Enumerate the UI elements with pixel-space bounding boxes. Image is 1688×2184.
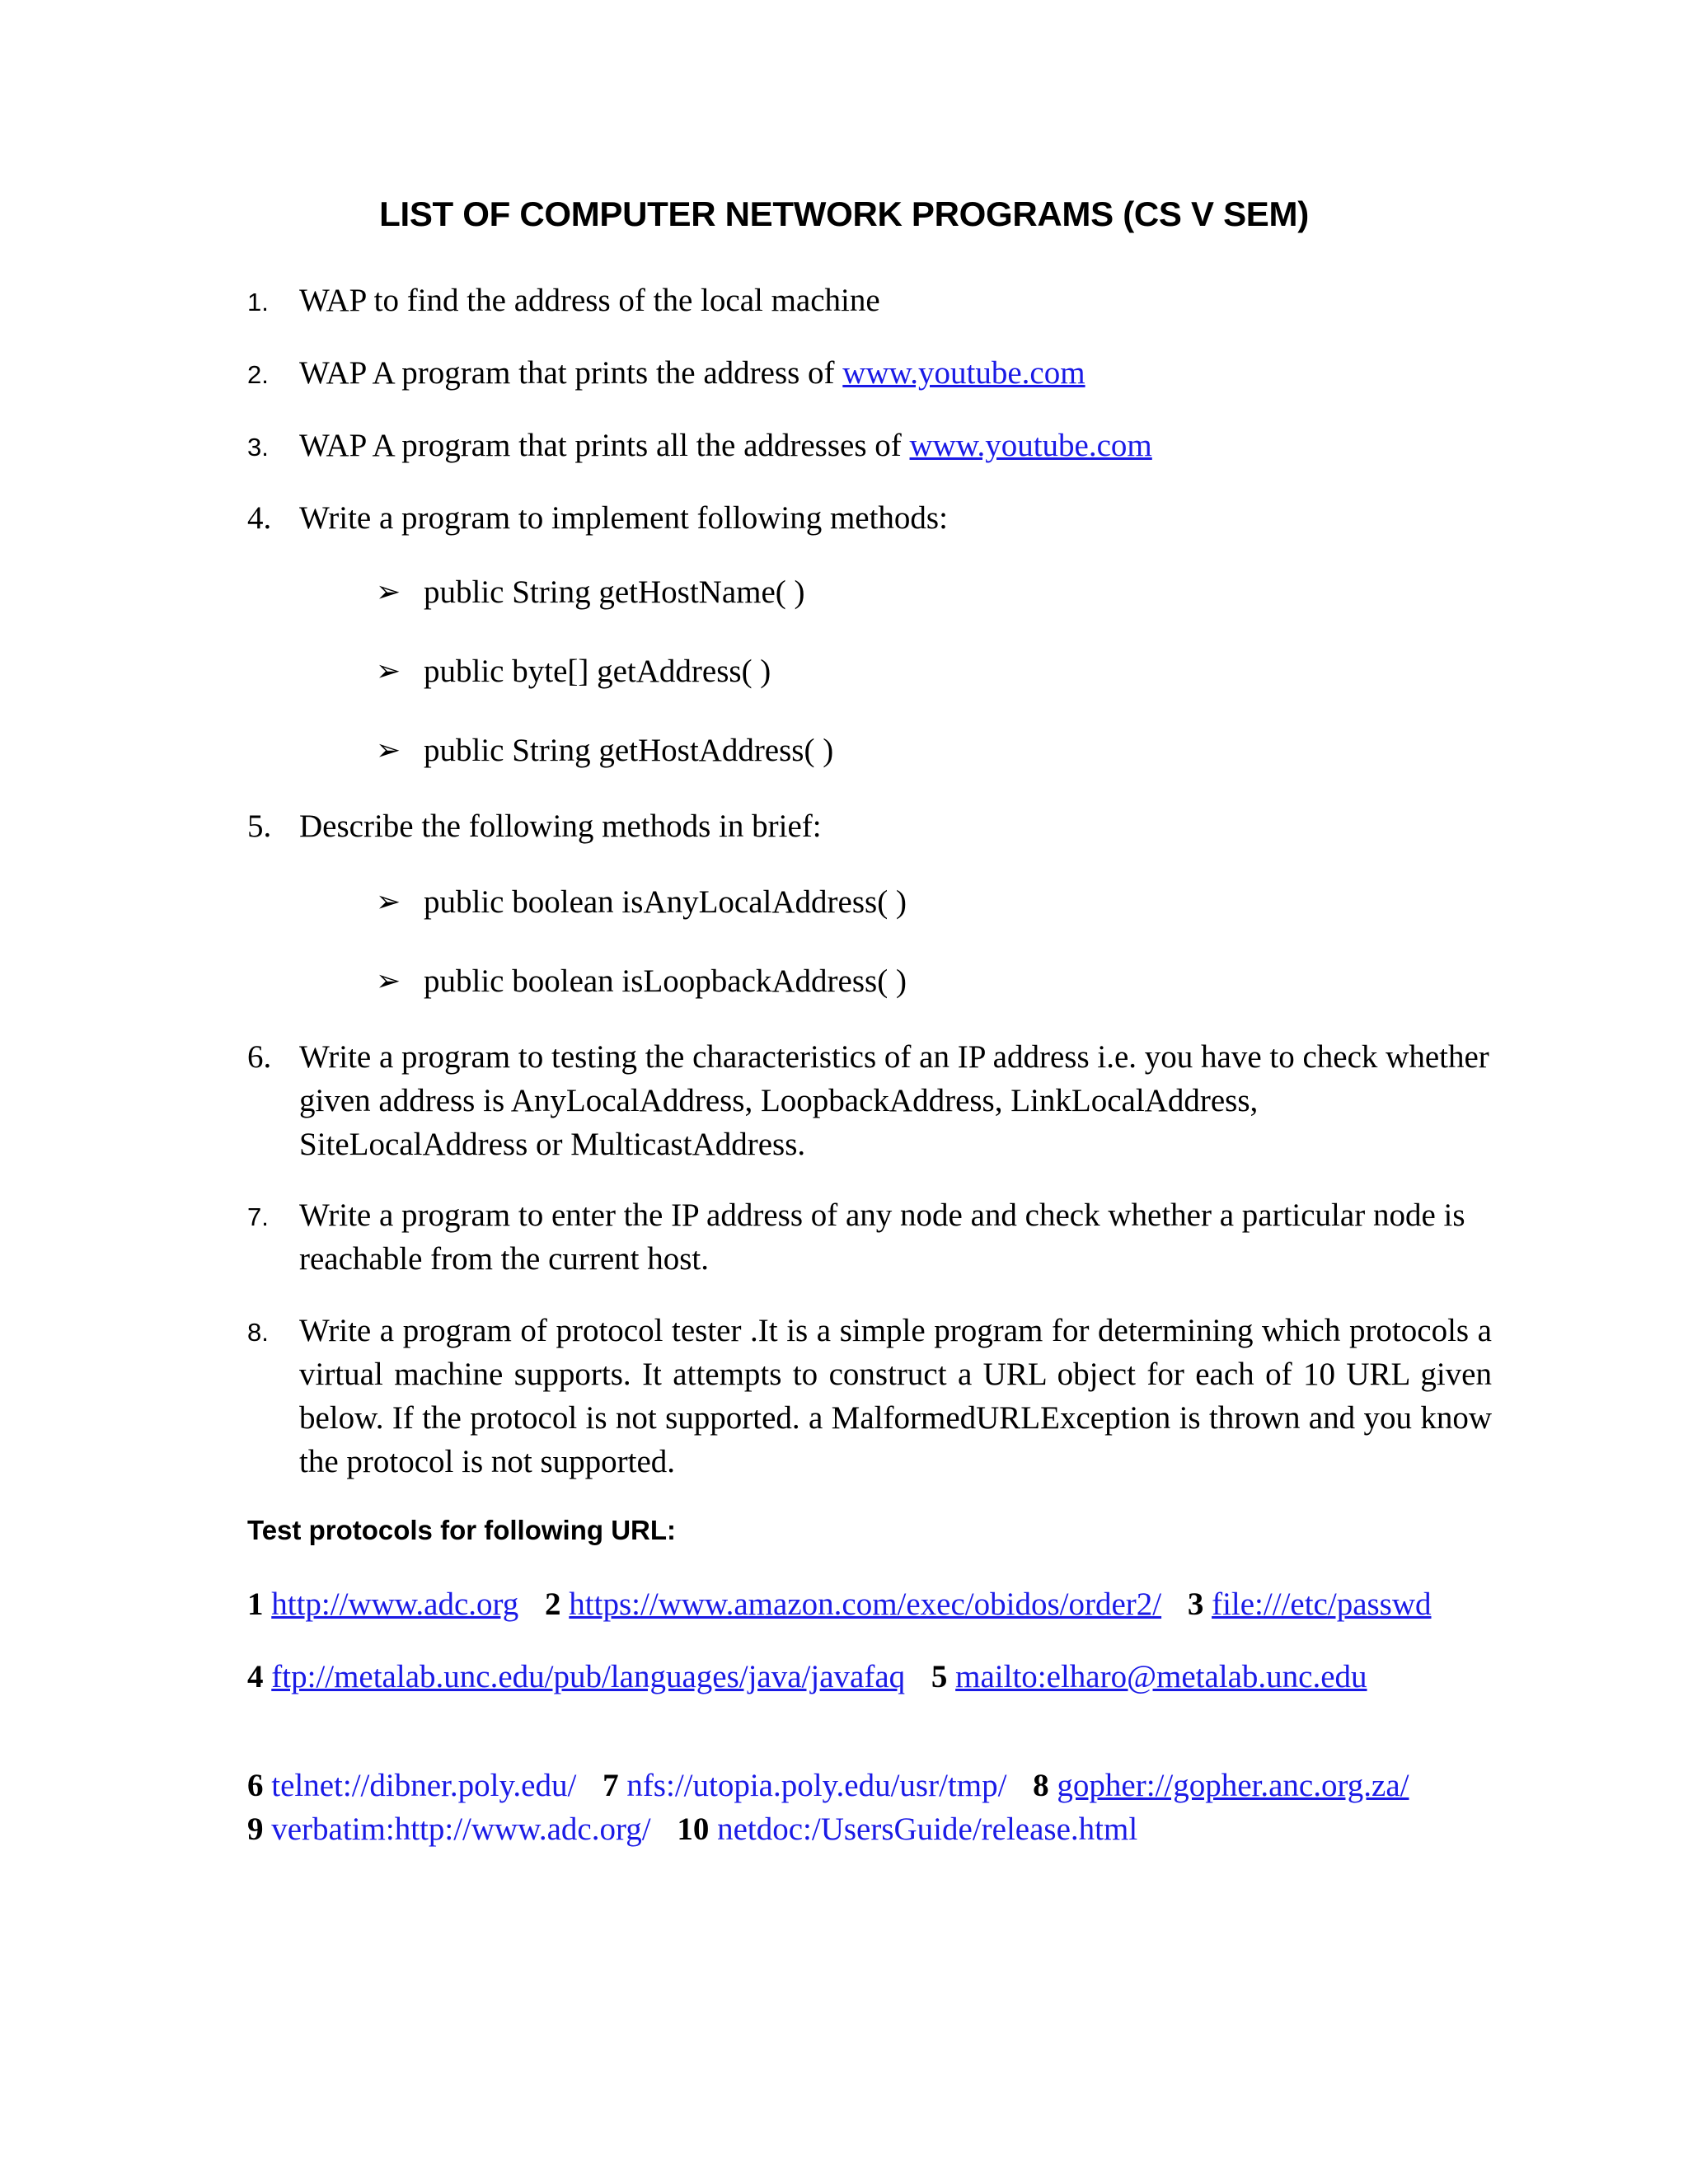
url-number: 4 bbox=[247, 1659, 264, 1694]
url-text: verbatim:http://www.adc.org/ bbox=[271, 1811, 651, 1847]
method-signature: public boolean isLoopbackAddress( ) bbox=[424, 963, 907, 999]
item-number: 6. bbox=[247, 1039, 272, 1075]
url-row bbox=[247, 1582, 1432, 1626]
url-number: 5 bbox=[931, 1659, 948, 1694]
url-link[interactable]: https://www.amazon.com/exec/obidos/order2/ bbox=[569, 1586, 1162, 1622]
url-link[interactable]: ftp://metalab.unc.edu/pub/languages/java/javafaq bbox=[271, 1659, 906, 1694]
item-text: Write a program to testing the characteristics of an IP address i.e. you have to check whether given address is AnyLocalAddress, LoopbackAddress, LinkLocalAddress, SiteLocalAddress or MulticastAddress. bbox=[299, 1039, 1489, 1162]
url-number: 9 bbox=[247, 1811, 264, 1847]
youtube-link[interactable]: www.youtube.com bbox=[909, 428, 1152, 463]
url-row bbox=[247, 1764, 1409, 1807]
url-number: 3 bbox=[1187, 1586, 1204, 1622]
item-text: Describe the following methods in brief: bbox=[299, 808, 822, 844]
item-text: Write a program to implement following methods: bbox=[299, 500, 948, 536]
url-number: 10 bbox=[677, 1811, 710, 1847]
url-number: 7 bbox=[603, 1768, 619, 1803]
arrow-bullet-icon: ➢ bbox=[376, 964, 401, 998]
url-number: 8 bbox=[1033, 1768, 1049, 1803]
item-number: 1. bbox=[247, 288, 269, 316]
arrow-bullet-icon: ➢ bbox=[376, 575, 401, 609]
url-link[interactable]: file:///etc/passwd bbox=[1212, 1586, 1432, 1622]
url-text: nfs://utopia.poly.edu/usr/tmp/ bbox=[626, 1768, 1007, 1803]
url-link[interactable]: mailto:elharo@metalab.unc.edu bbox=[955, 1659, 1367, 1694]
item-number: 7. bbox=[247, 1202, 269, 1231]
item-number: 5. bbox=[247, 808, 272, 844]
url-link[interactable]: gopher://gopher.anc.org.za/ bbox=[1057, 1768, 1409, 1803]
youtube-link[interactable]: www.youtube.com bbox=[842, 355, 1085, 391]
url-text: telnet://dibner.poly.edu/ bbox=[271, 1768, 577, 1803]
arrow-bullet-icon: ➢ bbox=[376, 733, 401, 767]
item-number: 8. bbox=[247, 1318, 269, 1347]
url-row bbox=[247, 1655, 1367, 1699]
method-signature: public boolean isAnyLocalAddress( ) bbox=[424, 884, 907, 920]
item-number: 4. bbox=[247, 500, 272, 536]
url-row bbox=[247, 1807, 1137, 1851]
url-text: netdoc:/UsersGuide/release.html bbox=[717, 1811, 1138, 1847]
test-protocols-heading: Test protocols for following URL: bbox=[247, 1515, 677, 1545]
url-number: 6 bbox=[247, 1768, 264, 1803]
item-number: 3. bbox=[247, 433, 269, 462]
arrow-bullet-icon: ➢ bbox=[376, 654, 401, 688]
page-title: LIST OF COMPUTER NETWORK PROGRAMS (CS V SEM) bbox=[379, 194, 1309, 233]
item-text: WAP A program that prints the address of www.youtube.com bbox=[299, 355, 1085, 391]
method-signature: public byte[] getAddress( ) bbox=[424, 654, 771, 689]
method-signature: public String getHostName( ) bbox=[424, 574, 805, 610]
item-text: WAP A program that prints all the addresses of www.youtube.com bbox=[299, 428, 1152, 463]
url-number: 2 bbox=[545, 1586, 561, 1622]
item-text: Write a program of protocol tester .It is a simple program for determining which protocols a virtual machine supports. It attempts to construct a URL object for each of 10 URL given below. If the protocol is not supported. a MalformedURLException is thrown and you know the protocol is not supported. bbox=[299, 1313, 1492, 1479]
item-text: Write a program to enter the IP address of any node and check whether a particular node is reachable from the current host. bbox=[299, 1197, 1465, 1277]
item-number: 2. bbox=[247, 360, 269, 389]
item-text: WAP to find the address of the local machine bbox=[299, 283, 880, 318]
method-signature: public String getHostAddress( ) bbox=[424, 733, 834, 768]
arrow-bullet-icon: ➢ bbox=[376, 885, 401, 919]
url-link[interactable]: http://www.adc.org bbox=[271, 1586, 519, 1622]
url-number: 1 bbox=[247, 1586, 264, 1622]
